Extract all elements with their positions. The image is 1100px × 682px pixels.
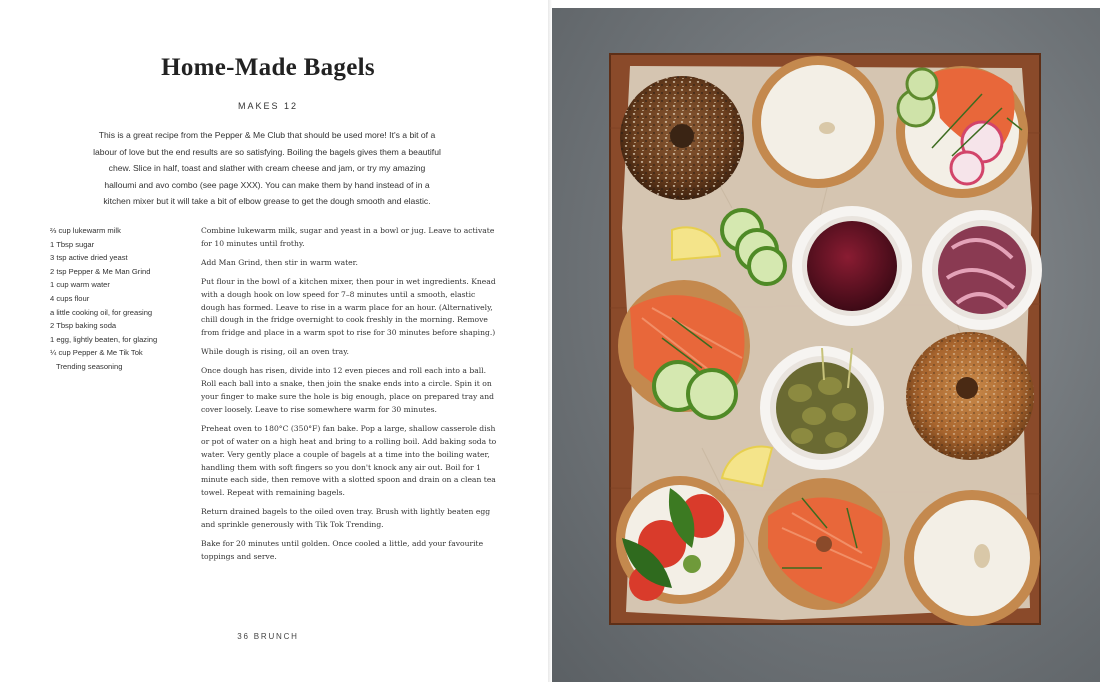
intro-line: This is a great recipe from the Pepper & Me Club that should be used more! It's a bit of a	[98, 130, 436, 140]
method-step: Combine lukewarm milk, sugar and yeast in a bowl or jug. Leave to activate for 10 minutes until frothy.	[201, 226, 495, 248]
ingredient-item: 1 egg, lightly beaten, for glazing	[50, 334, 158, 344]
ingredient-item: 1 cup warm water	[50, 280, 110, 290]
method-step: Preheat oven to 180°C (350°F) fan bake. Pop a large, shallow casserole dish or pot of water on a high heat and bring to a rolling boil. Add baking soda to water. Very gently place a couple of bagels at a time into the boiling water, handling them with soft fingers so you don't knock any air out. Boil for 1 minute each side, then remove with a slotted spoon and drain on a clean tea towel. Repeat with remaining bagels.	[201, 423, 497, 498]
ingredient-item-continued: Trending seasoning	[56, 361, 123, 371]
intro-line: kitchen mixer but it will take a bit of elbow grease to get the dough smooth and elastic.	[103, 196, 431, 207]
ingredient-item: ⅔ cup lukewarm milk	[50, 226, 121, 235]
ingredient-item: 3 tsp active dried yeast	[50, 253, 128, 263]
method-step: Once dough has risen, divide into 12 even pieces and roll each into a ball. Roll each ball into a snake, then join the snake ends into a circle. Spin it on your finger to make sure the hole is big enough, place on prepared tray and cover loosely. Leave to rise somewhere warm for 30 minutes.	[201, 366, 494, 414]
recipe-intro	[74, 127, 460, 210]
salmon-dill-bagel	[758, 478, 890, 610]
method-step: While dough is rising, oil an oven tray.	[201, 347, 349, 357]
intro-line: chew. Slice in half, toast and slather with cream cheese and jam, or try my amazing	[108, 163, 426, 174]
method-steps	[201, 225, 499, 570]
recipe-yield: MAKES 12	[237, 101, 299, 111]
olive-bowl	[760, 346, 884, 470]
ingredient-item: ¼ cup Pepper & Me Tik Tok	[50, 348, 143, 358]
pickled-onion-bowl	[922, 210, 1042, 330]
ingredient-item: 2 Tbsp baking soda	[50, 321, 117, 331]
method-step: Return drained bagels to the oiled oven tray. Brush with lightly beaten egg and sprinkle generously with Tik Tok Trending.	[201, 507, 491, 530]
intro-line: halloumi and avo combo (see page XXX). You can make them by hand instead of in a	[104, 179, 430, 190]
salmon-cucumber-bagel	[896, 66, 1028, 198]
jam-bowl	[792, 206, 912, 326]
everything-bagel	[620, 76, 744, 200]
tomato-basil-bagel	[616, 476, 744, 604]
page-folio: 36 BRUNCH	[237, 632, 299, 641]
method-step: Add Man Grind, then stir in warm water.	[201, 257, 358, 267]
ingredient-item: 1 Tbsp sugar	[50, 239, 95, 249]
sesame-bagel	[906, 332, 1034, 460]
bagels-photo	[552, 8, 1100, 682]
ingredient-item: a little cooking oil, for greasing	[50, 307, 153, 317]
ingredient-item: 2 tsp Pepper & Me Man Grind	[50, 266, 151, 276]
cream-cheese-bagel	[752, 56, 884, 188]
ingredient-list	[50, 224, 200, 374]
ingredient-item: 4 cups flour	[50, 293, 90, 303]
cream-cheese-bagel-2	[904, 490, 1040, 626]
recipe-title: Home-Made Bagels	[161, 54, 375, 81]
intro-line: labour of love but the end results are so satisfying. Boiling the bagels gives them a beautiful	[93, 146, 441, 157]
bagels-illustration	[552, 8, 1100, 682]
method-step: Put flour in the bowl of a kitchen mixer, then pour in wet ingredients. Knead with a dough hook on low speed for 7–8 minutes until a smooth, elastic dough has formed. Leave to rise in a warm place for an hour. (Alternatively, chill dough in the fridge overnight to cook freshly in the morning. Remove from fridge and place in a warm spot to rise for 30 minutes before shaping.)	[201, 276, 496, 338]
method-step: Bake for 20 minutes until golden. Once cooled a little, add your favourite toppings and serve.	[201, 539, 484, 561]
